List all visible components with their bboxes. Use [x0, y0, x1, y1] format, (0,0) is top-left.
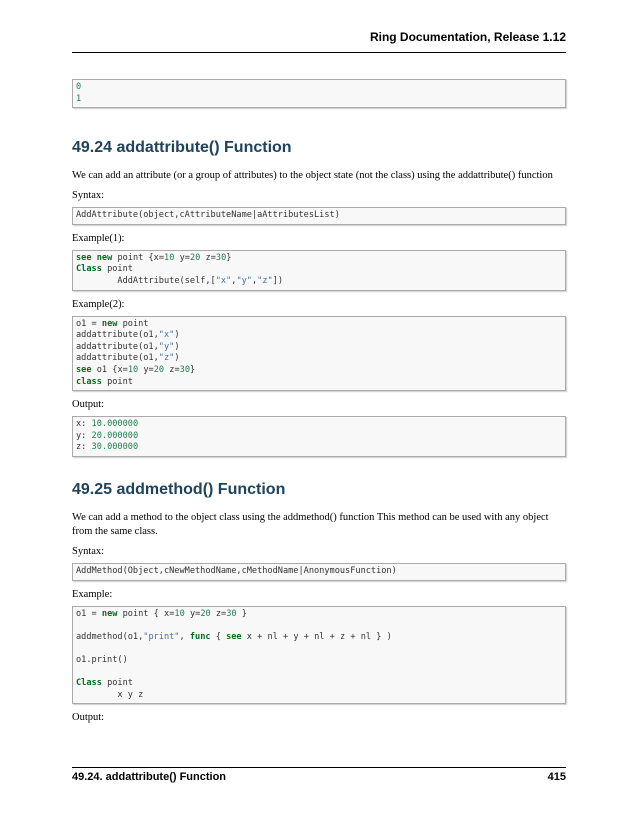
header-rule	[72, 52, 566, 53]
example2-label: Example(2):	[72, 298, 125, 310]
code-token: 10.000000	[91, 419, 139, 430]
code-token: "x"	[158, 330, 175, 341]
code-token: 30	[226, 608, 237, 619]
syntax-label: Syntax:	[72, 190, 105, 202]
syntax-label: Syntax:	[72, 545, 105, 557]
code-token: point	[107, 678, 133, 689]
output-label: Output:	[72, 712, 105, 724]
code-token: 30	[179, 364, 191, 375]
code-token: nl	[360, 631, 372, 642]
section-intro: We can add an attribute (or a group of attributes) to the object state (not the class) using the addattribute() function	[72, 170, 553, 182]
code-token: y:	[76, 430, 87, 441]
code-token: new	[101, 608, 118, 619]
code-token: 10	[164, 252, 175, 263]
code-token: y	[189, 608, 196, 619]
code-token: z	[340, 631, 346, 642]
code-token: addattribute(o1,	[76, 330, 159, 341]
code-token: "print"	[143, 631, 180, 642]
code-token: class	[76, 376, 102, 387]
code-token: see	[226, 631, 242, 642]
code-token: point	[122, 608, 149, 619]
example1-label: Example(1):	[72, 232, 125, 244]
code-token: "x"	[215, 275, 232, 286]
syntax-code: AddAttribute(object,cAttributeName|aAttributesList)	[76, 210, 340, 221]
code-token: AddAttribute(self,[	[117, 275, 216, 286]
code-token: 20	[200, 608, 211, 619]
code-token: 20	[153, 364, 165, 375]
output-block-1	[72, 416, 566, 457]
syntax-code-block	[72, 563, 566, 581]
code-token: nl	[267, 631, 278, 642]
code-token: x	[153, 252, 159, 263]
code-token: y	[143, 364, 149, 375]
code-token: z	[215, 608, 222, 619]
code-token: z	[169, 364, 175, 375]
code-token: "z"	[257, 275, 273, 286]
page-content	[72, 79, 566, 725]
code-token: x	[164, 608, 170, 619]
code-token: x	[246, 631, 252, 642]
code-token: Class	[76, 678, 102, 689]
code-token: see	[76, 252, 92, 263]
output-block-top	[72, 79, 566, 108]
code-token: addmethod(o1,	[76, 631, 144, 642]
code-token: addattribute(o1,	[76, 353, 159, 364]
code-token: 20	[189, 252, 201, 263]
example-code-block: o1 = new point { x=10 y=20 z=30 } addmethod(o1,"print", func { see x + nl + y + nl + z + nl } ) o1.print() Class point x y z	[72, 606, 566, 705]
section-heading-addmethod: 49.25 addmethod() Function	[72, 480, 286, 498]
code-token: new	[96, 252, 113, 263]
code-token: x	[117, 364, 123, 375]
code-token: o1.print()	[76, 654, 128, 665]
code-token: o1	[96, 364, 108, 375]
code-token: y	[179, 252, 185, 263]
code-token: point	[122, 318, 149, 329]
section-heading-addattribute: 49.24 addattribute() Function	[72, 139, 292, 157]
footer-section: 49.24. addattribute() Function	[72, 771, 227, 783]
output-line: 1	[76, 93, 82, 104]
code-token: 20.000000	[91, 430, 139, 441]
code-token: func	[189, 631, 211, 642]
code-token: see	[76, 364, 92, 375]
code-token: point	[117, 252, 144, 263]
output-label: Output:	[72, 399, 105, 411]
code-token: o1	[76, 318, 87, 329]
running-footer	[72, 771, 566, 783]
code-token: 30	[215, 252, 227, 263]
code-token: z:	[76, 442, 87, 453]
code-token: x:	[76, 419, 87, 430]
example-label: Example:	[72, 588, 113, 600]
code-token: 30.000000	[91, 442, 139, 453]
running-header: Ring Documentation, Release 1.12	[369, 30, 566, 44]
example1-code-block: see new point {x=10 y=20 z=30} Class point AddAttribute(self,["x","y","z"])	[72, 250, 566, 291]
code-token: "y"	[158, 341, 175, 352]
output-line: 0	[76, 82, 82, 92]
code-token: 10	[127, 364, 139, 375]
code-token: z	[205, 252, 211, 263]
section-intro: We can add a method to the object class using the addmethod() function This method can be used with any object from the same class.	[72, 511, 549, 537]
syntax-code-block	[72, 207, 566, 225]
code-token: Class	[76, 264, 102, 275]
code-token: addattribute(o1,	[76, 341, 159, 352]
code-token: y	[293, 631, 299, 642]
code-token: "z"	[158, 353, 175, 364]
code-token: x y z	[117, 689, 144, 700]
page-number: 415	[547, 771, 566, 783]
code-token: point	[107, 376, 133, 387]
code-token: point	[107, 264, 133, 275]
code-token: o1	[76, 608, 87, 619]
footer-rule	[72, 767, 566, 768]
code-token: "y"	[236, 275, 252, 286]
code-token: nl	[314, 631, 325, 642]
example2-code-block: o1 = new point addattribute(o1,"x") addattribute(o1,"y") addattribute(o1,"z") see o1 {x=10 y=20 z=30} class point	[72, 316, 566, 392]
syntax-code: AddMethod(Object,cNewMethodName,cMethodName|AnonymousFunction)	[76, 565, 397, 576]
code-token: 10	[174, 608, 185, 619]
code-token: new	[101, 318, 118, 329]
